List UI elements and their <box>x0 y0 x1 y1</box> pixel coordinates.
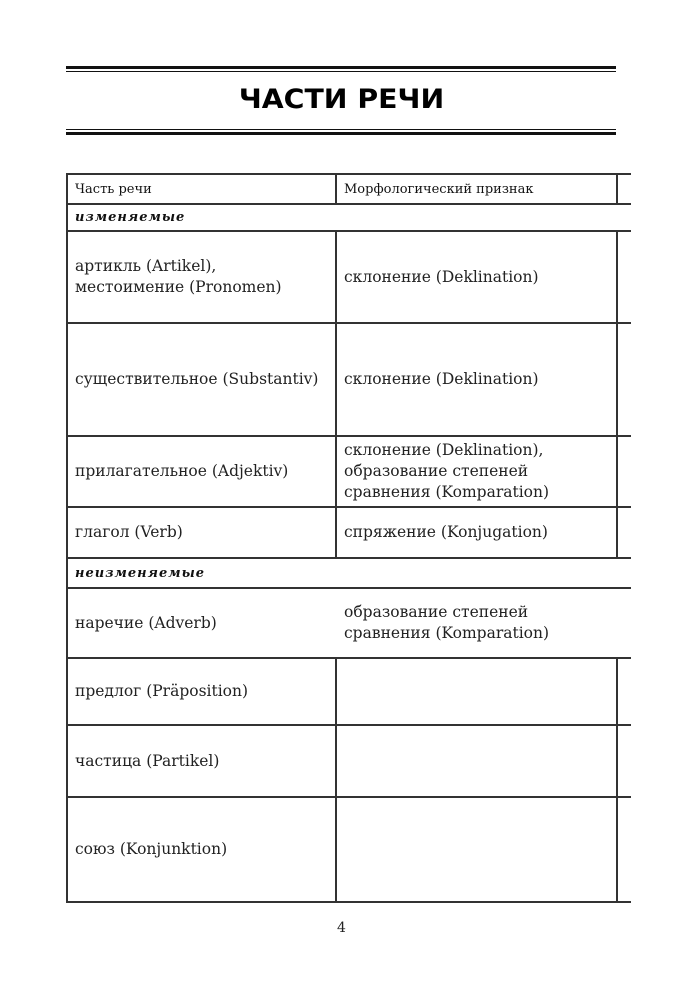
part-of-speech-cell: наречие (Adverb) <box>75 613 217 632</box>
table-right-border <box>616 657 618 903</box>
page-number: 4 <box>337 920 346 936</box>
table-hline <box>66 901 631 903</box>
header-morphological-feature: Морфологический признак <box>344 181 534 197</box>
feature-cell: склонение (Deklination) <box>344 267 539 286</box>
group-label-inflected: изменяемые <box>75 210 186 225</box>
table-column-divider <box>335 230 337 559</box>
part-of-speech-cell: артикль (Artikel), местоимение (Pronomen) <box>75 257 282 296</box>
feature-cell: склонение (Deklination) <box>344 370 539 388</box>
title-rule-top-thin <box>66 71 616 72</box>
title-rule-bottom-thin <box>66 129 616 130</box>
feature-cell <box>344 726 614 796</box>
feature-cell: образование степеней сравнения (Komparation) <box>344 603 550 642</box>
page-title: ЧАСТИ РЕЧИ <box>238 84 445 115</box>
title-rule-top-thick <box>66 66 616 69</box>
title-rule-bottom-thick <box>66 132 616 135</box>
table-right-border <box>616 230 618 559</box>
part-of-speech-cell: союз (Konjunktion) <box>75 840 228 858</box>
part-of-speech-cell: предлог (Präposition) <box>75 682 249 700</box>
feature-cell <box>344 798 614 901</box>
part-of-speech-cell: прилагательное (Adjektiv) <box>75 462 289 480</box>
table-column-divider <box>335 657 337 903</box>
table-column-divider <box>335 173 337 205</box>
table-left-border <box>66 173 68 903</box>
group-label-uninflected: неизменяемые <box>75 565 206 581</box>
feature-cell: спряжение (Konjugation) <box>344 523 548 541</box>
feature-cell <box>344 659 614 724</box>
part-of-speech-cell: глагол (Verb) <box>75 523 183 541</box>
header-part-of-speech: Часть речи <box>75 181 152 197</box>
feature-cell: склонение (Deklination), образование степеней сравнения (Komparation) <box>344 441 550 501</box>
table-right-border <box>616 173 618 205</box>
part-of-speech-cell: существительное (Substantiv) <box>75 370 319 388</box>
part-of-speech-cell: частица (Partikel) <box>75 751 220 770</box>
